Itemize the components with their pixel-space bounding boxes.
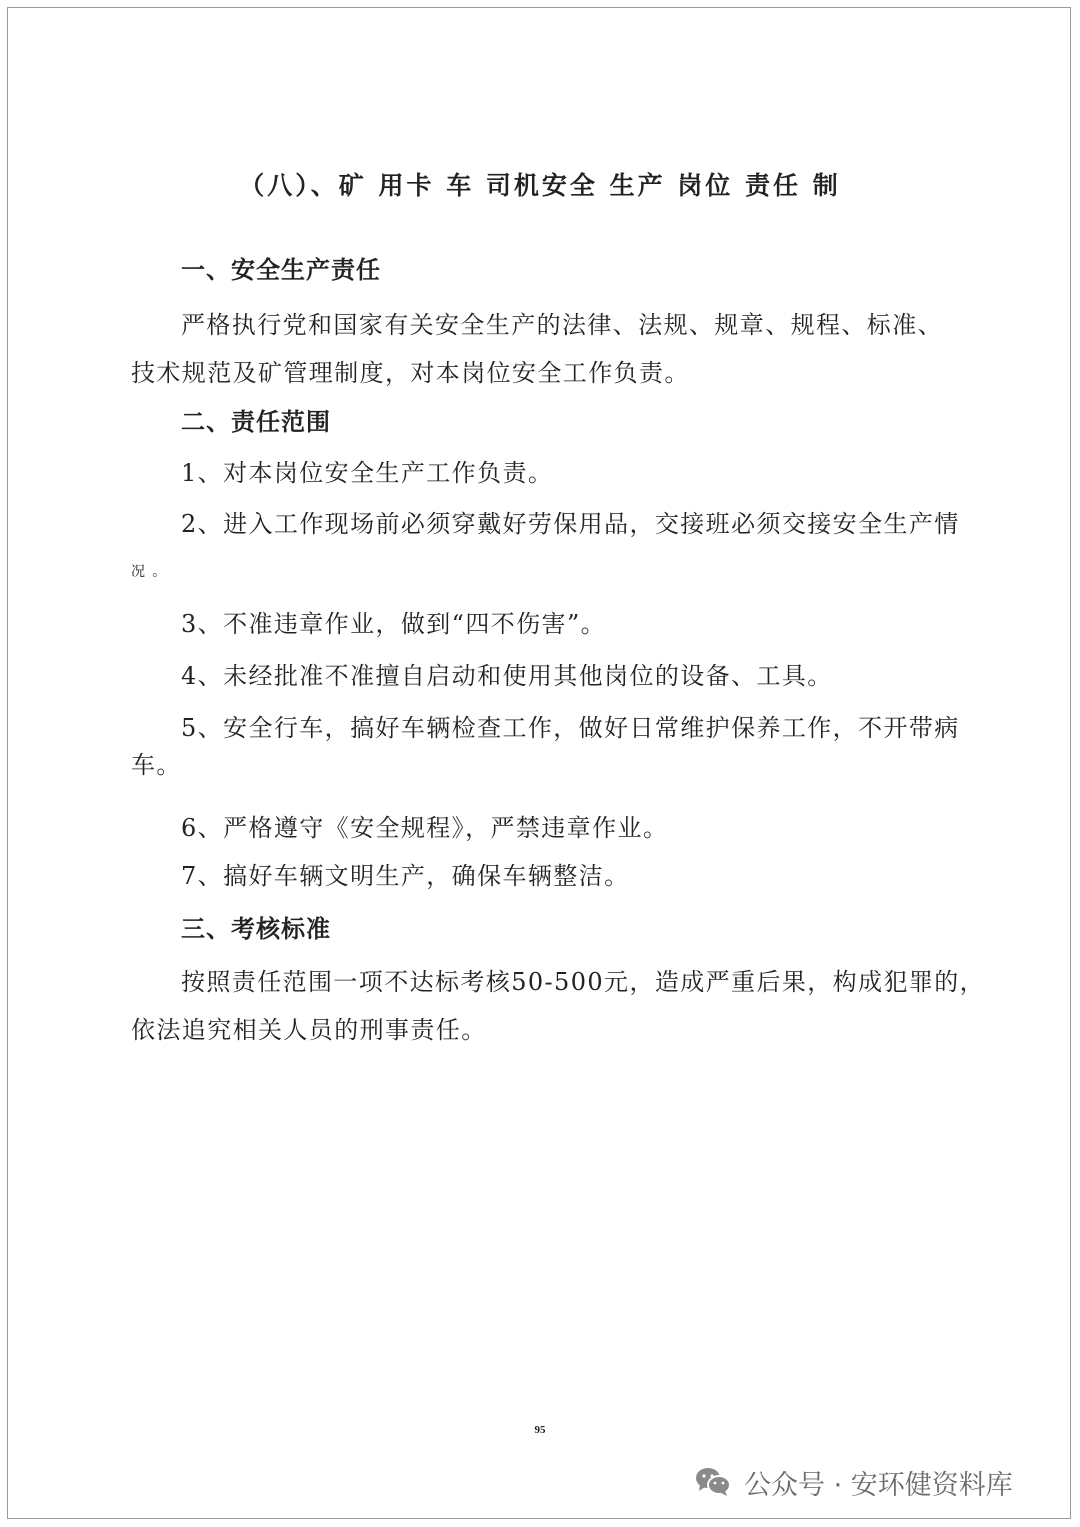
watermark xyxy=(694,1462,1013,1502)
paragraph-line: 严格执行党和国家有关安全生产的法律、法规、规章、规程、标准、 xyxy=(181,311,943,339)
watermark-text: 公众号 · 安环健资料库 xyxy=(744,1469,1013,1501)
paragraph-line: 按照责任范围一项不达标考核50-500元，造成严重后果，构成犯罪的， xyxy=(181,968,986,996)
list-item: 2、进入工作现场前必须穿戴好劳保用品，交接班必须交接安全生产情 xyxy=(181,510,960,538)
wechat-icon xyxy=(694,1466,732,1498)
list-item: 5、安全行车，搞好车辆检查工作，做好日常维护保养工作，不开带病 xyxy=(181,714,960,742)
section-heading-assessment: 三、考核标准 xyxy=(181,914,331,943)
paragraph-line: 技术规范及矿管理制度，对本岗位安全工作负责。 xyxy=(131,359,690,387)
list-item: 7、搞好车辆文明生产，确保车辆整洁。 xyxy=(181,862,630,890)
list-item: 1、对本岗位安全生产工作负责。 xyxy=(181,459,554,487)
section-heading-scope: 二、责任范围 xyxy=(181,407,331,436)
list-item: 4、未经批准不准擅自启动和使用其他岗位的设备、工具。 xyxy=(181,662,833,690)
document-title: （八）、矿 用卡 车 司机安全 生产 岗位 责任 制 xyxy=(239,171,841,200)
list-item: 3、不准违章作业，做到“四不伤害”。 xyxy=(181,610,607,638)
list-item: 6、严格遵守《安全规程》，严禁违章作业。 xyxy=(181,814,669,842)
paragraph-line: 依法追究相关人员的刑事责任。 xyxy=(131,1016,487,1044)
page-number: 95 xyxy=(534,1424,546,1436)
list-item-continuation: 况 。 xyxy=(131,564,168,580)
section-heading-responsibility: 一、安全生产责任 xyxy=(181,255,381,284)
list-item-continuation: 车。 xyxy=(131,751,182,779)
